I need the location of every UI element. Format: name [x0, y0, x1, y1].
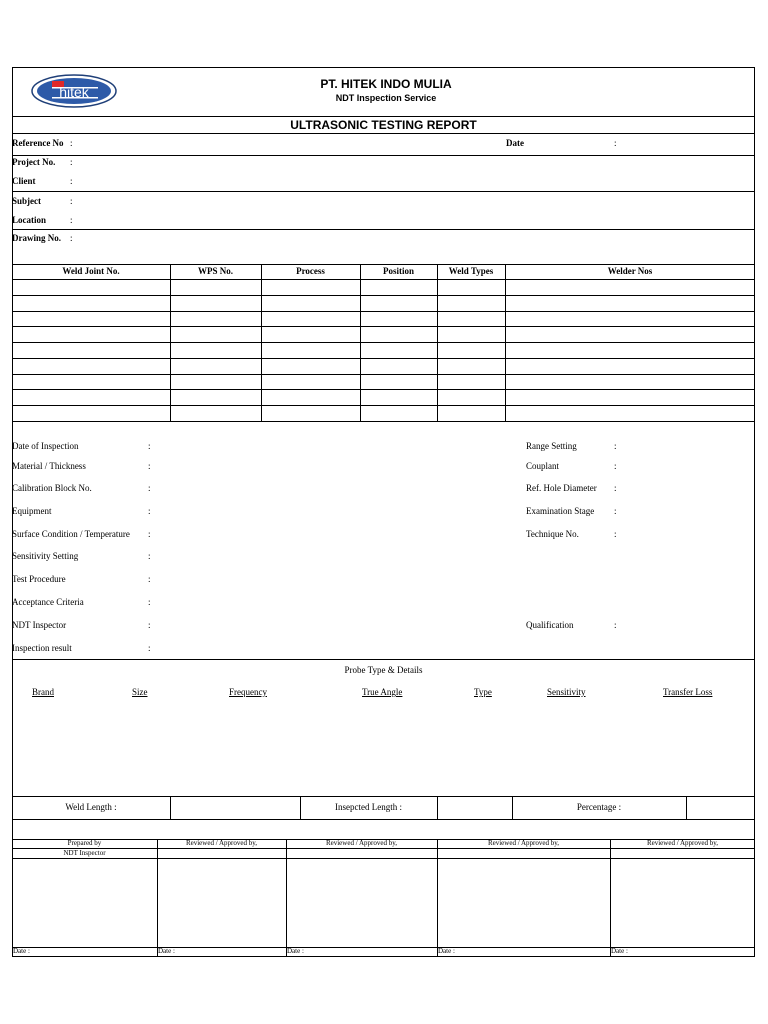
- sensitivity-setting-label: Sensitivity Setting: [12, 551, 79, 561]
- colon: :: [614, 620, 617, 630]
- colon: :: [148, 441, 151, 451]
- colon: :: [148, 461, 151, 471]
- couplant-label: Couplant: [526, 461, 559, 471]
- acceptance-criteria-label: Acceptance Criteria: [12, 597, 84, 607]
- colon: :: [614, 461, 617, 471]
- company-name: PT. HITEK INDO MULIA: [320, 77, 452, 91]
- client-colon: :: [70, 176, 73, 186]
- location-colon: :: [70, 215, 73, 225]
- prepared-by-label: Prepared by: [67, 839, 102, 847]
- table-row: [12, 421, 755, 422]
- svg-text:hitek: hitek: [59, 84, 89, 100]
- sig-date-1: Date :: [13, 947, 30, 955]
- reference-no-label: Reference No: [12, 138, 64, 148]
- sig-date-5: Date :: [611, 947, 628, 955]
- company-service: NDT Inspection Service: [335, 93, 437, 103]
- reviewed-by-label-3: Reviewed / Approved by,: [487, 839, 560, 847]
- subject-colon: :: [70, 196, 73, 206]
- examination-stage-label: Examination Stage: [526, 506, 595, 516]
- subject-label: Subject: [12, 196, 41, 206]
- sig-date-3: Date :: [287, 947, 304, 955]
- probe-col-size: Size: [132, 687, 148, 697]
- probe-title: Probe Type & Details: [344, 665, 423, 675]
- colon: :: [148, 643, 151, 653]
- qualification-label: Qualification: [526, 620, 574, 630]
- calibration-block-label: Calibration Block No.: [12, 483, 92, 493]
- drawing-no-colon: :: [70, 233, 73, 243]
- col-wps-no: WPS No.: [197, 266, 233, 276]
- colon: :: [148, 597, 151, 607]
- col-weld-joint: Weld Joint No.: [62, 266, 120, 276]
- reference-no-colon: :: [70, 138, 73, 148]
- company-logo: [30, 73, 118, 109]
- col-position: Position: [382, 266, 414, 276]
- colon: :: [148, 620, 151, 630]
- reviewed-by-label-2: Reviewed / Approved by,: [325, 839, 398, 847]
- colon: :: [148, 506, 151, 516]
- probe-col-sensitivity: Sensitivity: [547, 687, 586, 697]
- table-row: [12, 342, 755, 343]
- test-procedure-label: Test Procedure: [12, 574, 66, 584]
- table-row: [12, 326, 755, 327]
- probe-col-type: Type: [474, 687, 492, 697]
- ndt-inspector-label: NDT Inspector: [12, 620, 67, 630]
- table-row: [12, 311, 755, 312]
- ref-hole-diameter-label: Ref. Hole Diameter: [526, 483, 597, 493]
- colon: :: [614, 506, 617, 516]
- colon: :: [148, 551, 151, 561]
- material-thickness-label: Material / Thickness: [12, 461, 86, 471]
- table-row: [12, 389, 755, 390]
- colon: :: [614, 441, 617, 451]
- weld-length-label: Weld Length :: [65, 802, 117, 812]
- report-title: ULTRASONIC TESTING REPORT: [290, 118, 477, 132]
- equipment-label: Equipment: [12, 506, 52, 516]
- reviewed-by-label-4: Reviewed / Approved by,: [646, 839, 719, 847]
- colon: :: [148, 529, 151, 539]
- probe-col-true-angle: True Angle: [362, 687, 403, 697]
- technique-no-label: Technique No.: [526, 529, 579, 539]
- table-row: [12, 405, 755, 406]
- date-of-inspection-label: Date of Inspection: [12, 441, 79, 451]
- project-no-label: Project No.: [12, 157, 56, 167]
- percentage-label: Percentage :: [576, 802, 622, 812]
- inspection-result-label: Inspection result: [12, 643, 72, 653]
- sig-date-4: Date :: [438, 947, 455, 955]
- col-weld-types: Weld Types: [448, 266, 494, 276]
- location-label: Location: [12, 215, 47, 225]
- colon: :: [148, 574, 151, 584]
- colon: :: [148, 483, 151, 493]
- range-setting-label: Range Setting: [526, 441, 577, 451]
- inspected-length-label: Insepcted Length :: [335, 802, 402, 812]
- table-row: [12, 358, 755, 359]
- sig-date-2: Date :: [158, 947, 175, 955]
- ndt-inspector-sig-label: NDT Inspector: [63, 849, 106, 857]
- report-frame: [12, 67, 755, 957]
- col-process: Process: [296, 266, 325, 276]
- date-label: Date: [506, 138, 524, 148]
- table-row: [12, 295, 755, 296]
- probe-col-brand: Brand: [32, 687, 54, 697]
- project-no-colon: :: [70, 157, 73, 167]
- date-colon: :: [614, 138, 617, 148]
- colon: :: [614, 483, 617, 493]
- reviewed-by-label-1: Reviewed / Approved by,: [185, 839, 258, 847]
- surface-condition-label: Surface Condition / Temperature: [12, 529, 130, 539]
- col-welder-nos: Welder Nos: [607, 266, 653, 276]
- client-label: Client: [12, 176, 36, 186]
- colon: :: [614, 529, 617, 539]
- probe-col-transfer-loss: Transfer Loss: [663, 687, 713, 697]
- table-row: [12, 374, 755, 375]
- drawing-no-label: Drawing No.: [12, 233, 61, 243]
- probe-col-frequency: Frequency: [229, 687, 267, 697]
